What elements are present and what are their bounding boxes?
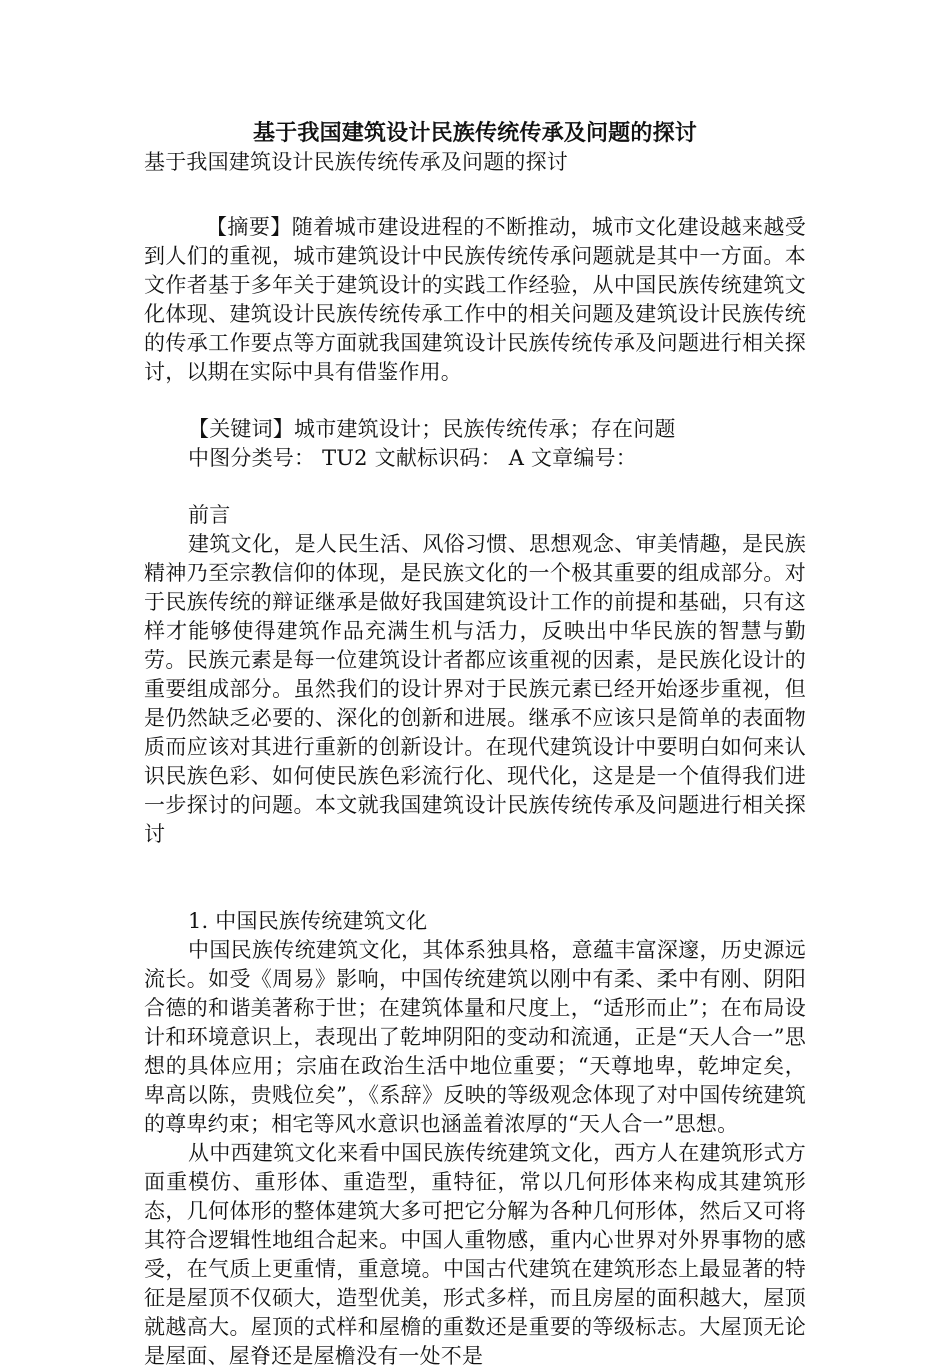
spacer	[144, 473, 806, 501]
spacer	[144, 177, 806, 213]
document-page	[144, 118, 806, 1371]
document-subtitle: 基于我国建筑设计民族传统传承及问题的探讨	[144, 150, 568, 174]
section-paragraph-2: 从中西建筑文化来看中国民族传统建筑文化，西方人在建筑形式方面重模仿、重形体、重造型，重特征，常以几何形体来构成其建筑形态，几何体形的整体建筑大多可把它分解为各种几何形体，然后又可将其符合逻辑性地组合起来。中国人重物感，重内心世界对外界事物的感受，在气质上更重情，重意境。中国古代建筑在建筑形态上最显著的特征是屋顶不仅硕大，造型优美，形式多样，而且房屋的面积越大，屋顶就越高大。屋顶的式样和屋檐的重数还是重要的等级标志。大屋顶无论是屋面、屋脊还是屋檐没有一处不是	[144, 1141, 806, 1368]
keywords-line: 【关键词】城市建筑设计；民族传统传承；存在问题	[188, 417, 676, 441]
classification-line: 中图分类号： TU2 文献标识码： A 文章编号：	[188, 446, 637, 470]
preface-heading: 前言	[188, 503, 231, 527]
preface-paragraph: 建筑文化，是人民生活、风俗习惯、思想观念、审美情趣，是民族精神乃至宗教信仰的体现，是民族文化的一个极其重要的组成部分。对于民族传统的辩证继承是做好我国建筑设计工作的前提和基础，只有这样才能够使得建筑作品充满生机与活力，反映出中华民族的智慧与勤劳。民族元素是每一位建筑设计者都应该重视的因素，是民族化设计的重要组成部分。虽然我们的设计界对于民族元素已经开始逐步重视，但是仍然缺乏必要的、深化的创新和进展。继承不应该只是简单的表面物质而应该对其进行重新的创新设计。在现代建筑设计中要明白如何来认识民族色彩、如何使民族色彩流行化、现代化，这是是一个值得我们进一步探讨的问题。本文就我国建筑设计民族传统传承及问题进行相关探讨	[144, 532, 806, 846]
document-title: 基于我国建筑设计民族传统传承及问题的探讨	[252, 120, 697, 146]
spacer	[144, 849, 806, 907]
section-paragraph-1: 中国民族传统建筑文化，其体系独具格，意蕴丰富深邃，历史源远流长。如受《周易》影响，中国传统建筑以刚中有柔、柔中有刚、阴阳合德的和谐美著称于世；在建筑体量和尺度上，“适形而止”；在布局设计和环境意识上，表现出了乾坤阴阳的变动和流通，正是“天人合一”思想的具体应用；宗庙在政治生活中地位重要；“天尊地卑，乾坤定矣，卑高以陈，贵贱位矣”，《系辞》反映的等级观念体现了对中国传统建筑的尊卑约束；相宅等风水意识也涵盖着浓厚的“天人合一”思想。	[144, 938, 806, 1136]
abstract-paragraph: 【摘要】随着城市建设进程的不断推动，城市文化建设越来越受到人们的重视，城市建筑设计中民族传统传承问题就是其中一方面。本文作者基于多年关于建筑设计的实践工作经验，从中国民族传统建筑文化体现、建筑设计民族传统传承工作中的相关问题及建筑设计民族传统的传承工作要点等方面就我国建筑设计民族传统传承及问题进行相关探讨，以期在实际中具有借鉴作用。	[144, 215, 806, 384]
spacer	[144, 387, 806, 415]
section-heading: 1. 中国民族传统建筑文化	[188, 909, 428, 933]
